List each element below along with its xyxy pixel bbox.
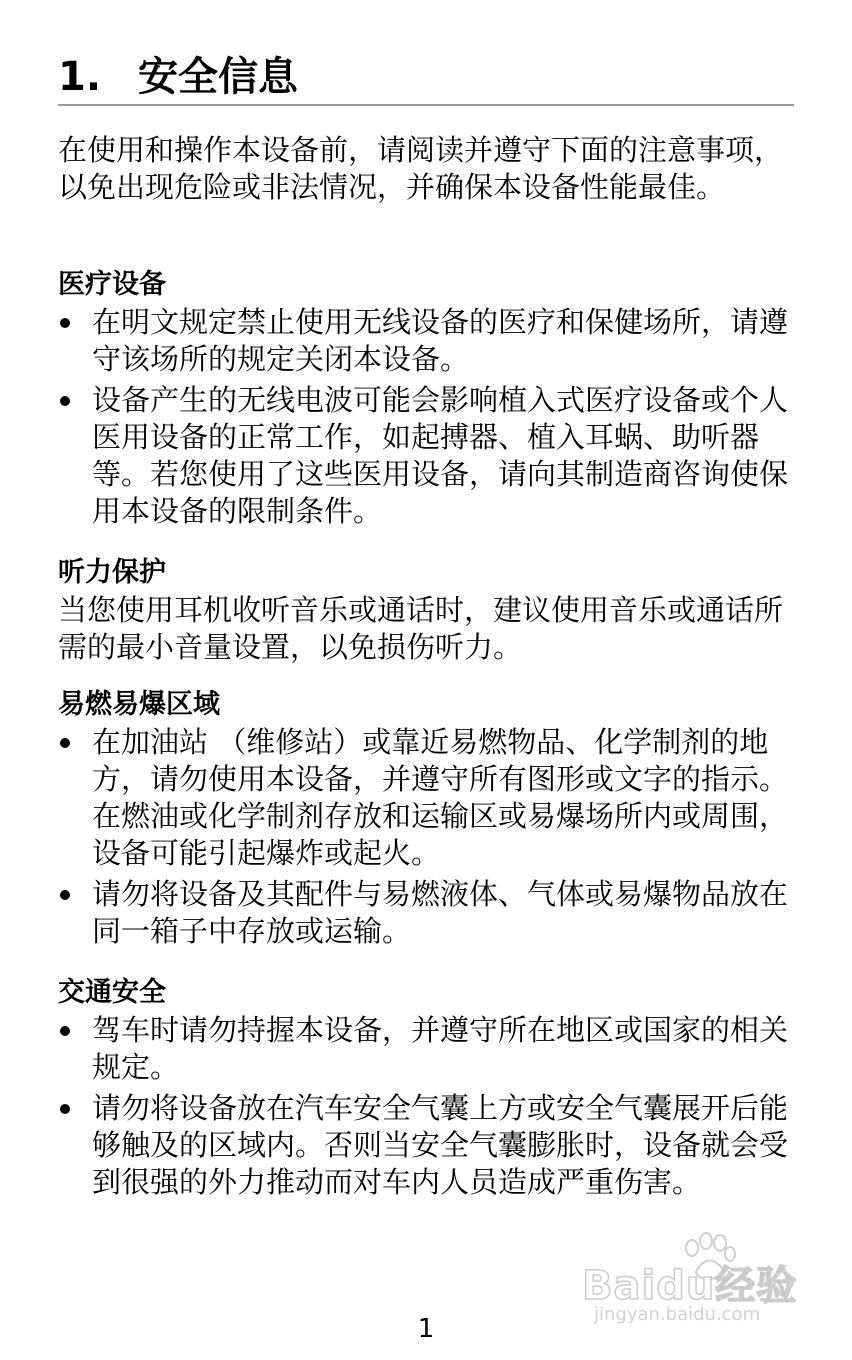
watermark-brand: Baidu经验 [582,1263,798,1309]
page-number: 1 [417,1314,435,1344]
bullet-dot [60,1026,70,1036]
bullet-dot [60,890,70,900]
medical-bullet-2 [58,382,794,530]
hearing-heading: 听力保护 [58,557,166,588]
bullet-dot [60,738,70,748]
traffic-bullet-2 [58,1090,794,1201]
intro-paragraph: 在使用和操作本设备前，请阅读并遵守下面的注意事项，以免出现危险或非法情况，并确保本设备性能最佳。 [58,133,784,204]
traffic-section [58,976,794,1205]
traffic-heading: 交通安全 [58,977,166,1008]
hearing-section [58,556,794,666]
explosive-heading: 易燃易爆区域 [58,689,220,720]
medical-section [58,268,794,534]
intro-block [58,132,794,206]
explosive-bullet-2-text: 请勿将设备及其配件与易燃液体、气体或易爆物品放在同一箱子中存放或运输。 [92,877,789,948]
traffic-bullet-1-text: 驾车时请勿持握本设备，并遵守所在地区或国家的相关规定。 [92,1013,789,1084]
section-number: 1. [58,54,102,100]
bullet-dot [60,396,70,406]
hearing-paragraph: 当您使用耳机收听音乐或通话时，建议使用音乐或通话所需的最小音量设置，以免损伤听力。 [58,593,784,664]
bullet-dot [60,318,70,328]
explosive-bullet-2 [58,876,794,950]
section-title: 安全信息 [138,54,298,100]
explosive-section [58,688,794,954]
traffic-bullet-1 [58,1012,794,1086]
medical-heading: 医疗设备 [58,269,166,300]
watermark-url: jingyan.baidu.com [594,1304,761,1325]
medical-bullet-1-text: 在明文规定禁止使用无线设备的医疗和保健场所，请遵守该场所的规定关闭本设备。 [92,305,789,376]
medical-bullet-1 [58,304,794,378]
explosive-bullet-1-text: 在加油站 （维修站）或靠近易燃物品、化学制剂的地方，请勿使用本设备，并遵守所有图形或文字的指示。在燃油或化学制剂存放和运输区或易爆场所内或周围，设备可能引起爆炸或起火。 [92,725,789,870]
explosive-bullet-1 [58,724,794,872]
section-title-row [58,52,794,106]
medical-bullet-2-text: 设备产生的无线电波可能会影响植入式医疗设备或个人医用设备的正常工作，如起搏器、植入耳蜗、助听器等。若您使用了这些医用设备，请向其制造商咨询使保用本设备的限制条件。 [92,383,789,528]
traffic-bullet-2-text: 请勿将设备放在汽车安全气囊上方或安全气囊展开后能够触及的区域内。否则当安全气囊膨胀时，设备就会受到很强的外力推动而对车内人员造成严重伤害。 [92,1091,789,1199]
bullet-dot [60,1104,70,1114]
